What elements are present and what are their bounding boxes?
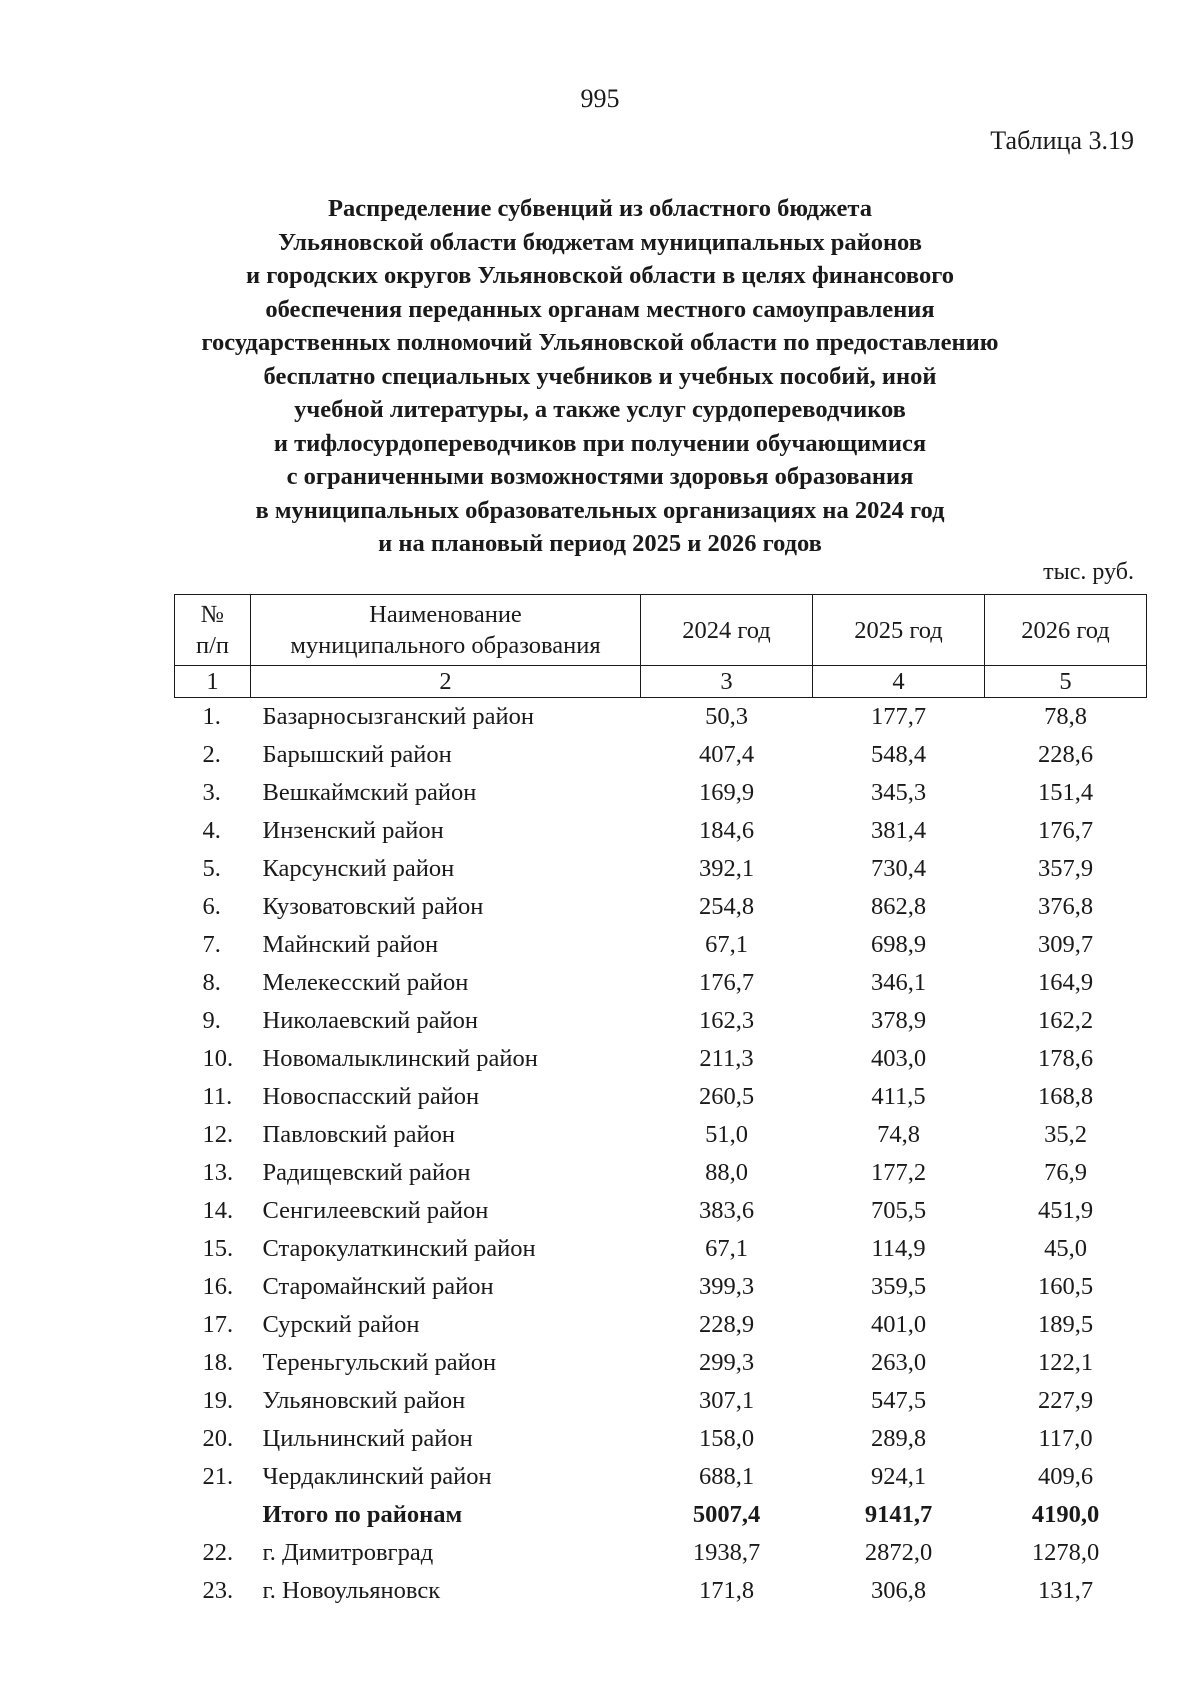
row-name: Базарносызганский район bbox=[262, 703, 534, 730]
value-2025: 730,4 bbox=[870, 855, 927, 882]
value-2026: 409,6 bbox=[1037, 1463, 1094, 1490]
value-2026: 131,7 bbox=[1037, 1577, 1094, 1604]
row-number: 20. bbox=[202, 1425, 234, 1452]
page-number: 995 bbox=[580, 84, 620, 113]
row-name: г. Димитровград bbox=[262, 1539, 434, 1566]
row-number: 3. bbox=[202, 779, 221, 806]
row-name: Старокулаткинский район bbox=[262, 1235, 536, 1262]
row-number: 16. bbox=[202, 1273, 234, 1300]
row-name: Чердаклинский район bbox=[262, 1463, 492, 1490]
value-2024: 184,6 bbox=[698, 817, 755, 844]
value-2024: 88,0 bbox=[705, 1159, 748, 1186]
value-2024: 211,3 bbox=[699, 1045, 754, 1072]
table-label: Таблица 3.19 bbox=[990, 126, 1134, 155]
value-2025: 403,0 bbox=[870, 1045, 927, 1072]
table-row bbox=[175, 1040, 1147, 1078]
row-name: Новомалыклинский район bbox=[262, 1045, 538, 1072]
value-2026: 178,6 bbox=[1037, 1045, 1094, 1072]
value-2025: 862,8 bbox=[870, 893, 927, 920]
column-number: 1 bbox=[175, 666, 251, 698]
row-name: Радищевский район bbox=[262, 1159, 471, 1186]
table-row bbox=[175, 1306, 1147, 1344]
value-2024: 67,1 bbox=[705, 931, 748, 958]
value-2024: 688,1 bbox=[698, 1463, 755, 1490]
value-2026: 164,9 bbox=[1037, 969, 1094, 996]
value-2026: 168,8 bbox=[1037, 1083, 1094, 1110]
header-2025: 2025 год bbox=[813, 595, 985, 666]
row-name: Инзенский район bbox=[262, 817, 444, 844]
row-number: 6. bbox=[202, 893, 221, 920]
row-number: 17. bbox=[202, 1311, 234, 1338]
table-row bbox=[175, 888, 1147, 926]
table-row bbox=[175, 1154, 1147, 1192]
value-2025: 289,8 bbox=[870, 1425, 927, 1452]
table-row bbox=[175, 964, 1147, 1002]
value-2025: 114,9 bbox=[871, 1235, 926, 1262]
row-number: 13. bbox=[202, 1159, 234, 1186]
table-body bbox=[175, 698, 1147, 1611]
value-2024: 51,0 bbox=[705, 1121, 748, 1148]
title-line: с ограниченными возможностями здоровья образования bbox=[286, 463, 914, 490]
table-row bbox=[175, 1002, 1147, 1040]
subvention-table bbox=[174, 594, 1147, 1610]
value-2024: 5007,4 bbox=[692, 1501, 761, 1528]
table-row bbox=[175, 812, 1147, 850]
row-name: г. Новоульяновск bbox=[262, 1577, 441, 1604]
table-row bbox=[175, 926, 1147, 964]
row-number: 18. bbox=[202, 1349, 234, 1376]
value-2025: 263,0 bbox=[870, 1349, 927, 1376]
header-name-line1: Наименование bbox=[369, 601, 522, 628]
title-line: учебной литературы, а также услуг сурдопереводчиков bbox=[294, 396, 906, 423]
value-2025: 381,4 bbox=[870, 817, 927, 844]
table-row bbox=[175, 1116, 1147, 1154]
row-name: Итого по районам bbox=[262, 1501, 463, 1528]
value-2024: 169,9 bbox=[698, 779, 755, 806]
title-line: Распределение субвенций из областного бюджета bbox=[328, 195, 872, 222]
title-line: в муниципальных образовательных организациях на 2024 год bbox=[255, 496, 945, 524]
row-number: 23. bbox=[202, 1577, 234, 1604]
value-2024: 254,8 bbox=[698, 893, 755, 920]
value-2026: 35,2 bbox=[1044, 1121, 1087, 1148]
row-name: Мелекесский район bbox=[262, 969, 469, 996]
row-name: Тереньгульский район bbox=[262, 1349, 497, 1376]
value-2026: 78,8 bbox=[1044, 703, 1087, 730]
value-2025: 74,8 bbox=[877, 1121, 920, 1148]
value-2026: 122,1 bbox=[1037, 1349, 1094, 1376]
value-2024: 399,3 bbox=[698, 1273, 755, 1300]
value-2025: 924,1 bbox=[870, 1463, 927, 1490]
column-number: 3 bbox=[641, 666, 813, 698]
table-row bbox=[175, 1230, 1147, 1268]
row-number: 4. bbox=[202, 817, 221, 844]
row-number: 15. bbox=[202, 1235, 234, 1262]
table-row bbox=[175, 1534, 1147, 1572]
table-row bbox=[175, 850, 1147, 888]
value-2025: 378,9 bbox=[870, 1007, 927, 1034]
value-2024: 383,6 bbox=[698, 1197, 755, 1224]
value-2026: 227,9 bbox=[1037, 1387, 1094, 1414]
header-2024: 2024 год bbox=[641, 595, 813, 666]
value-2024: 307,1 bbox=[698, 1387, 755, 1414]
row-number: 11. bbox=[202, 1083, 233, 1110]
value-2026: 451,9 bbox=[1037, 1197, 1094, 1224]
row-name: Старомайнский район bbox=[262, 1273, 494, 1300]
header-num-line2: п/п bbox=[195, 632, 230, 659]
value-2025: 177,2 bbox=[870, 1159, 927, 1186]
value-2025: 359,5 bbox=[870, 1273, 927, 1300]
row-number: 9. bbox=[202, 1007, 221, 1034]
value-2024: 299,3 bbox=[698, 1349, 755, 1376]
table-row bbox=[175, 1268, 1147, 1306]
row-name: Кузоватовский район bbox=[262, 893, 484, 920]
row-name: Вешкаймский район bbox=[262, 779, 477, 806]
row-name: Ульяновский район bbox=[262, 1387, 466, 1414]
header-num bbox=[175, 595, 251, 666]
value-2026: 4190,0 bbox=[1031, 1501, 1100, 1528]
value-2024: 228,9 bbox=[698, 1311, 755, 1338]
value-2026: 151,4 bbox=[1037, 779, 1094, 806]
value-2026: 357,9 bbox=[1037, 855, 1094, 882]
value-2024: 158,0 bbox=[698, 1425, 755, 1452]
value-2025: 401,0 bbox=[870, 1311, 927, 1338]
table-row bbox=[175, 1458, 1147, 1496]
total-row bbox=[175, 1496, 1147, 1534]
table-row bbox=[175, 736, 1147, 774]
value-2025: 346,1 bbox=[870, 969, 927, 996]
row-number: 19. bbox=[202, 1387, 234, 1414]
header-num-line1: № bbox=[200, 601, 225, 628]
row-number: 8. bbox=[202, 969, 221, 996]
value-2026: 1278,0 bbox=[1031, 1539, 1100, 1566]
value-2026: 376,8 bbox=[1037, 893, 1094, 920]
value-2026: 176,7 bbox=[1037, 817, 1094, 844]
value-2024: 176,7 bbox=[698, 969, 755, 996]
table-row bbox=[175, 698, 1147, 737]
row-number: 2. bbox=[202, 741, 221, 768]
row-number bbox=[175, 1496, 251, 1534]
value-2025: 2872,0 bbox=[864, 1539, 933, 1566]
value-2024: 162,3 bbox=[698, 1007, 755, 1034]
value-2026: 228,6 bbox=[1037, 741, 1094, 768]
value-2026: 189,5 bbox=[1037, 1311, 1094, 1338]
row-name: Барышский район bbox=[262, 741, 452, 768]
value-2024: 260,5 bbox=[698, 1083, 755, 1110]
value-2024: 1938,7 bbox=[692, 1539, 761, 1566]
row-name: Сурский район bbox=[262, 1311, 420, 1338]
table-row bbox=[175, 774, 1147, 812]
table-row bbox=[175, 1572, 1147, 1610]
value-2024: 407,4 bbox=[698, 741, 755, 768]
row-number: 10. bbox=[202, 1045, 234, 1072]
title-line: и на плановый период 2025 и 2026 годов bbox=[378, 530, 822, 557]
value-2026: 160,5 bbox=[1037, 1273, 1094, 1300]
units-label: тыс. руб. bbox=[1043, 559, 1134, 585]
title-line: и тифлосурдопереводчиков при получении обучающимися bbox=[273, 429, 927, 457]
column-number: 5 bbox=[985, 666, 1147, 698]
value-2025: 306,8 bbox=[870, 1577, 927, 1604]
column-number-row bbox=[175, 666, 1147, 698]
column-number: 2 bbox=[251, 666, 641, 698]
value-2024: 50,3 bbox=[705, 703, 748, 730]
value-2025: 547,5 bbox=[870, 1387, 927, 1414]
value-2026: 117,0 bbox=[1038, 1425, 1093, 1452]
row-name: Карсунский район bbox=[262, 855, 455, 882]
title-line: государственных полномочий Ульяновской области по предоставлению bbox=[201, 329, 999, 356]
row-number: 14. bbox=[202, 1197, 234, 1224]
document-title bbox=[150, 192, 1050, 561]
row-number: 22. bbox=[202, 1539, 234, 1566]
header-name bbox=[251, 595, 641, 666]
title-line: обеспечения переданных органам местного самоуправления bbox=[265, 295, 935, 323]
value-2024: 67,1 bbox=[705, 1235, 748, 1262]
value-2025: 705,5 bbox=[870, 1197, 927, 1224]
row-number: 21. bbox=[202, 1463, 234, 1490]
value-2025: 9141,7 bbox=[864, 1501, 933, 1528]
row-name: Новоспасский район bbox=[262, 1083, 480, 1110]
row-name: Сенгилеевский район bbox=[262, 1197, 489, 1224]
row-number: 12. bbox=[202, 1121, 234, 1148]
value-2024: 171,8 bbox=[698, 1577, 755, 1604]
value-2025: 177,7 bbox=[870, 703, 927, 730]
table-row bbox=[175, 1344, 1147, 1382]
header-name-line2: муниципального образования bbox=[290, 632, 601, 659]
title-line: и городских округов Ульяновской области в целях финансового bbox=[246, 262, 954, 289]
table-row bbox=[175, 1192, 1147, 1230]
row-number: 7. bbox=[202, 931, 221, 958]
value-2025: 411,5 bbox=[871, 1083, 926, 1110]
title-line: Ульяновской области бюджетам муниципальных районов bbox=[278, 228, 922, 256]
value-2025: 548,4 bbox=[870, 741, 927, 768]
value-2026: 309,7 bbox=[1037, 931, 1094, 958]
value-2024: 392,1 bbox=[698, 855, 755, 882]
row-name: Цильнинский район bbox=[262, 1425, 473, 1452]
row-name: Николаевский район bbox=[262, 1007, 479, 1034]
header-2026: 2026 год bbox=[985, 595, 1147, 666]
row-number: 5. bbox=[202, 855, 221, 882]
row-number: 1. bbox=[202, 703, 221, 730]
table-row bbox=[175, 1420, 1147, 1458]
row-name: Павловский район bbox=[262, 1121, 455, 1148]
table-header-row bbox=[175, 595, 1147, 666]
value-2025: 345,3 bbox=[870, 779, 927, 806]
title-line: бесплатно специальных учебников и учебных пособий, иной bbox=[263, 362, 937, 390]
column-number: 4 bbox=[813, 666, 985, 698]
value-2026: 45,0 bbox=[1044, 1235, 1087, 1262]
table-row bbox=[175, 1078, 1147, 1116]
value-2025: 698,9 bbox=[870, 931, 927, 958]
value-2026: 76,9 bbox=[1044, 1159, 1087, 1186]
table-row bbox=[175, 1382, 1147, 1420]
value-2026: 162,2 bbox=[1037, 1007, 1094, 1034]
row-name: Майнский район bbox=[262, 931, 439, 958]
